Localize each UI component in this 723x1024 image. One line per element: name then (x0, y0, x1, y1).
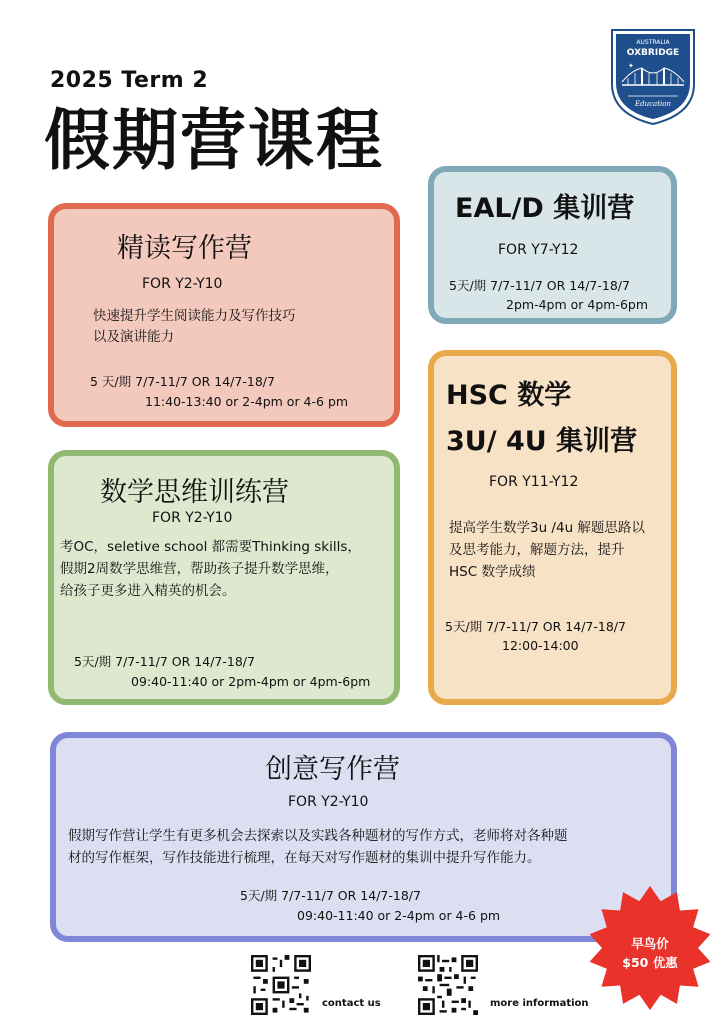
math-title: 数学思维训练营 (100, 477, 289, 508)
math-desc-line-1: 考OC，seletive school 都需要Thinking skills， (60, 539, 361, 555)
promo-line-1: 早鸟价 (631, 936, 669, 951)
svg-text:✦: ✦ (628, 62, 634, 70)
creative-schedule-dates: 5天/期 7/7-11/7 OR 14/7-18/7 (240, 888, 421, 903)
eal-schedule-dates: 5天/期 7/7-11/7 OR 14/7-18/7 (449, 278, 630, 293)
hsc-schedule-times: 12:00-14:00 (502, 638, 579, 653)
reading-grade: FOR Y2-Y10 (142, 276, 223, 292)
reading-desc-line-1: 快速提升学生阅读能力及写作技巧 (93, 308, 296, 324)
creative-grade: FOR Y2-Y10 (288, 794, 369, 810)
hsc-desc-line-2: 及思考能力，解题方法，提升 (449, 542, 625, 558)
math-schedule-dates: 5天/期 7/7-11/7 OR 14/7-18/7 (74, 654, 255, 669)
reading-desc-line-2: 以及演讲能力 (93, 329, 174, 345)
hsc-title-line-2: 3U/ 4U 集训营 (446, 426, 638, 457)
page-title: 假期营课程 (44, 102, 384, 179)
eal-schedule-times: 2pm-4pm or 4pm-6pm (506, 297, 649, 312)
logo-top-text: AUSTRALIA (636, 39, 670, 46)
hsc-title-line-1: HSC 数学 (446, 380, 572, 411)
creative-title: 创意写作营 (265, 754, 400, 785)
hsc-desc-line-3: HSC 数学成绩 (449, 564, 536, 580)
math-desc-line-3: 给孩子更多进入精英的机会。 (60, 583, 236, 599)
creative-desc-line-2: 材的写作框架，写作技能进行梳理，在每天对写作题材的集训中提升写作能力。 (68, 850, 541, 866)
logo-bottom-text: Education (635, 100, 671, 108)
reading-title: 精读写作营 (117, 233, 252, 264)
math-grade: FOR Y2-Y10 (152, 510, 233, 526)
oxbridge-logo (608, 26, 698, 126)
math-schedule-times: 09:40-11:40 or 2pm-4pm or 4pm-6pm (131, 674, 371, 689)
creative-desc-line-1: 假期写作营让学生有更多机会去探索以及实践各种题材的写作方式，老师将对各种题 (68, 828, 568, 844)
reading-schedule-dates: 5 天/期 7/7-11/7 OR 14/7-18/7 (90, 374, 275, 389)
contact-us-label: contact us (322, 998, 381, 1009)
hsc-schedule-dates: 5天/期 7/7-11/7 OR 14/7-18/7 (445, 619, 626, 634)
math-desc-line-2: 假期2周数学思维营，帮助孩子提升数学思维， (60, 561, 339, 577)
eal-title: EAL/D 集训营 (455, 193, 635, 224)
contact-qr-code[interactable] (251, 955, 311, 1015)
more-information-label: more information (490, 998, 589, 1009)
hsc-grade: FOR Y11-Y12 (489, 474, 579, 490)
creative-schedule-times: 09:40-11:40 or 2-4pm or 4-6 pm (297, 908, 501, 923)
term-label: 2025 Term 2 (50, 68, 209, 93)
more-info-qr-code[interactable] (418, 955, 478, 1015)
promo-line-2: $50 优惠 (622, 955, 678, 970)
reading-schedule-times: 11:40-13:40 or 2-4pm or 4-6 pm (145, 394, 349, 409)
logo-main-text: OXBRIDGE (626, 48, 680, 58)
hsc-desc-line-1: 提高学生数学3u /4u 解题思路以 (449, 520, 645, 536)
eal-grade: FOR Y7-Y12 (498, 242, 579, 258)
